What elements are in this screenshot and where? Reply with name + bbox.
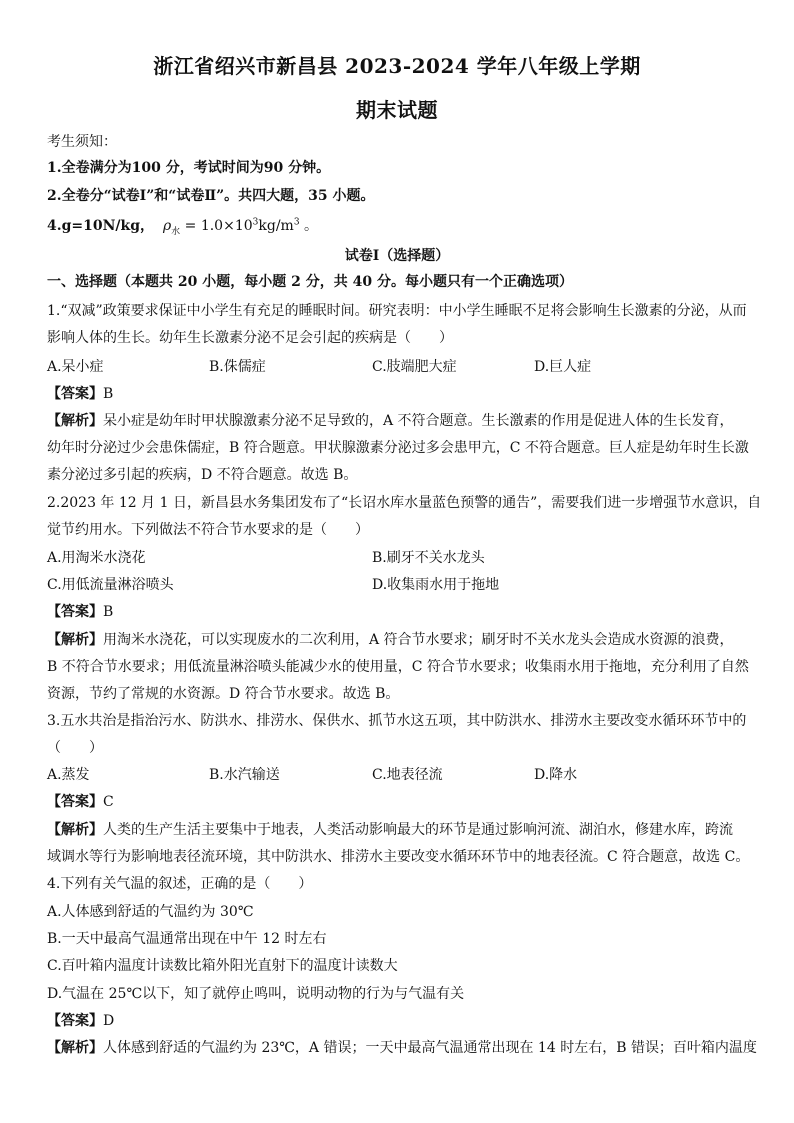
question-4-option-c: C.百叶箱内温度计读数比箱外阳光直射下的温度计读数大: [47, 958, 398, 974]
question-4-option-a: A.人体感到舒适的气温约为 30℃: [47, 904, 254, 920]
answer-label: 【答案】: [47, 604, 103, 620]
notice-heading: 考生须知：: [47, 134, 117, 150]
question-3-answer: [47, 792, 747, 812]
answer-value: D: [103, 1013, 115, 1029]
notice-item-2: 2.全卷分“试卷Ⅰ”和“试卷Ⅱ”。共四大题，35 小题。: [47, 188, 375, 204]
question-2-analysis-line-2: B 不符合节水要求；用低流量淋浴喷头能减少水的使用量，C 符合节水要求；收集雨水用于拖地，充分利用了自然: [47, 659, 749, 675]
question-1-option-c: C.肢端肥大症: [372, 359, 457, 375]
question-4-answer: [47, 1011, 747, 1031]
answer-label: 【答案】: [47, 1013, 103, 1029]
question-2-option-c: C.用低流量淋浴喷头: [47, 577, 174, 593]
question-1-stem-line-2: 影响人体的生长。幼年生长激素分泌不足会引起的疾病是（ ）: [47, 330, 453, 346]
question-1-analysis-line-1: [47, 411, 747, 431]
rho-unit-exponent: 3: [293, 217, 300, 228]
analysis-text: 人类的生产生活主要集中于地表，人类活动影响最大的环节是通过影响河流、湖泊水，修建水库，跨流: [103, 822, 733, 838]
notice-item-3: [47, 216, 747, 236]
notice-item-3-end: 。: [299, 218, 318, 234]
analysis-label: 【解析】: [47, 1040, 103, 1056]
question-1-option-b: B.侏儒症: [209, 359, 266, 375]
question-3-analysis-line-2: 域调水等行为影响地表径流环境，其中防洪水、排涝水主要改变水循环环节中的地表径流。C 符合题意，故选 C。: [47, 849, 750, 865]
question-1-answer: [47, 384, 747, 404]
document-subtitle: 期末试题: [356, 98, 438, 122]
question-4-analysis-line-1: [47, 1038, 757, 1058]
notice-item-1: 1.全卷满分为100 分，考试时间为90 分钟。: [47, 160, 331, 176]
answer-value: C: [103, 794, 114, 810]
question-2-stem-line-1: 2.2023 年 12 月 1 日，新昌县水务集团发布了“长诏水库水量蓝色预警的通告”，需要我们进一步增强节水意识，自: [47, 495, 762, 511]
rho-equation: = 1.0×10: [180, 218, 253, 234]
question-4-option-d: D.气温在 25℃以下，知了就停止鸣叫，说明动物的行为与气温有关: [47, 986, 465, 1002]
answer-value: B: [103, 604, 114, 620]
analysis-label: 【解析】: [47, 632, 103, 648]
question-4-option-b: B.一天中最高气温通常出现在中午 12 时左右: [47, 931, 327, 947]
rho-unit: kg/m: [258, 218, 294, 234]
question-3-option-c: C.地表径流: [372, 767, 443, 783]
question-2-option-a: A.用淘米水浇花: [47, 550, 146, 566]
question-3-stem-line-1: 3.五水共治是指治污水、防洪水、排涝水、保供水、抓节水这五项，其中防洪水、排涝水主要改变水循环环节中的: [47, 713, 747, 729]
question-2-option-d: D.收集雨水用于拖地: [372, 577, 500, 593]
section-description: 一、选择题（本题共 20 小题，每小题 2 分，共 40 分。每小题只有一个正确选项）: [47, 274, 573, 290]
analysis-label: 【解析】: [47, 822, 103, 838]
question-3-option-d: D.降水: [534, 767, 578, 783]
question-3-option-b: B.水汽输送: [209, 767, 280, 783]
analysis-text: 呆小症是幼年时甲状腺激素分泌不足导致的，A 不符合题意。生长激素的作用是促进人体的生长发育，: [103, 413, 734, 429]
document-title: 浙江省绍兴市新昌县 2023-2024 学年八年级上学期: [153, 54, 641, 78]
question-3-analysis-line-1: [47, 820, 747, 840]
question-1-option-a: A.呆小症: [47, 359, 104, 375]
rho-subscript: 水: [171, 226, 181, 237]
rho-symbol: ρ: [162, 218, 172, 234]
question-1-analysis-line-2: 幼年时分泌过少会患侏儒症，B 符合题意。甲状腺激素分泌过多会患甲亢，C 不符合题意。巨人症是幼年时生长激: [47, 440, 749, 456]
question-3-stem-line-2: （ ）: [47, 740, 103, 756]
question-2-analysis-line-3: 资源，节约了常规的水资源。D 符合节水要求。故选 B。: [47, 686, 400, 702]
question-2-analysis-line-1: [47, 630, 747, 650]
answer-label: 【答案】: [47, 386, 103, 402]
analysis-text: 人体感到舒适的气温约为 23℃，A 错误；一天中最高气温通常出现在 14 时左右，B 错误；百叶箱内温度: [103, 1040, 757, 1056]
question-2-stem-line-2: 觉节约用水。下列做法不符合节水要求的是（ ）: [47, 522, 369, 538]
answer-value: B: [103, 386, 114, 402]
question-1-stem-line-1: 1.“双减”政策要求保证中小学生有充足的睡眠时间。研究表明：中小学生睡眠不足将会影响生长激素的分泌，从而: [47, 303, 747, 319]
question-2-answer: [47, 602, 747, 622]
question-4-stem-line-1: 4.下列有关气温的叙述，正确的是（ ）: [47, 876, 313, 892]
answer-label: 【答案】: [47, 794, 103, 810]
analysis-text: 用淘米水浇花，可以实现废水的二次利用，A 符合节水要求；刷牙时不关水龙头会造成水资源的浪费，: [103, 632, 734, 648]
section-title: 试卷Ⅰ（选择题）: [344, 248, 450, 264]
notice-item-3-prefix: 4.g=10N/kg，: [47, 218, 155, 234]
analysis-label: 【解析】: [47, 413, 103, 429]
question-1-option-d: D.巨人症: [534, 359, 592, 375]
question-3-option-a: A.蒸发: [47, 767, 90, 783]
rho-exponent: 3: [252, 217, 259, 228]
question-1-analysis-line-3: 素分泌过多引起的疾病，D 不符合题意。故选 B。: [47, 467, 358, 483]
question-2-option-b: B.刷牙不关水龙头: [372, 550, 485, 566]
